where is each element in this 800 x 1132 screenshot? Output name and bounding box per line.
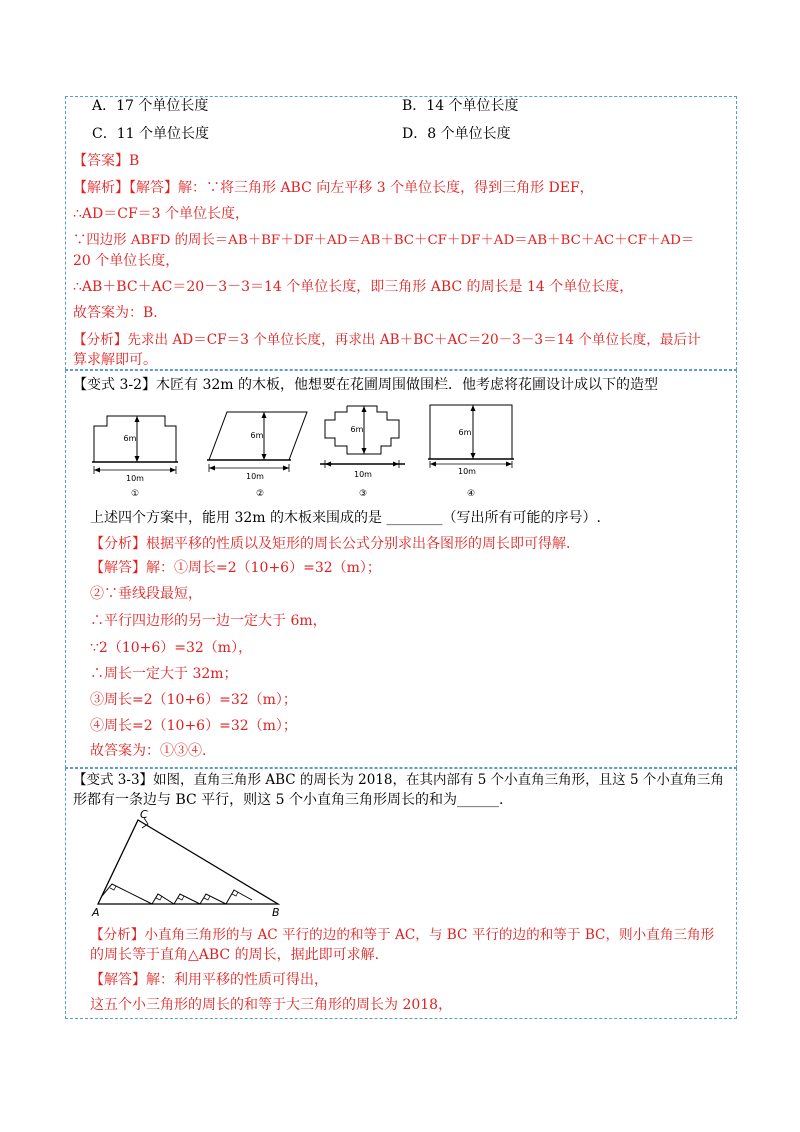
solution-3-2-line-5: ∵2（10+6）=32（m）， [90,640,253,656]
solution-3-3-line-2: 这五个小三角形的周长的和等于大三角形的周长为 2018， [90,997,453,1013]
analysis-line-7: 【分析】先求出 AD＝CF＝3 个单位长度，再求出 AB＋BC＋AC＝20－3－3＝14 个单位长度，最后计 [73,332,701,348]
fig1-width-label: 10m [126,474,144,483]
option-c: C．11 个单位长度 [92,126,209,142]
fig4-height-label: 6m [458,428,472,437]
fig1-height-label: 6m [123,434,137,443]
vertex-label-c: C [140,808,148,821]
option-b: B．14 个单位长度 [402,98,519,114]
analysis-3-3-line-2: 的周长等于直角△ABC 的周长，据此即可求解. [90,947,380,963]
figure-3 [315,400,415,500]
solution-3-2-line-6: ∴周长一定大于 32m； [90,666,238,682]
analysis-line-3: ∵四边形 ABFD 的周长＝AB＋BF＋DF＋AD＝AB＋BC＋CF＋DF＋AD＝AB＋BC＋AC＋CF＋AD＝ [73,233,695,248]
solution-3-2-line-3: ②∵垂线段最短， [90,586,202,602]
analysis-line-5: ∴AB＋BC＋AC＝20－3－3＝14 个单位长度，即三角形 ABC 的周长是 14 个单位长度， [73,279,634,295]
figure-2 [203,400,313,500]
analysis-line-2: ∴AD＝CF＝3 个单位长度， [73,206,250,222]
analysis-line-6: 故答案为：B. [73,305,158,321]
option-d: D．8 个单位长度 [402,126,511,142]
fig2-height-label: 6m [250,431,264,440]
answer-text: 【答案】B [73,153,140,169]
fig2-width-label: 10m [246,472,264,481]
solution-3-3-line-1: 【解答】解：利用平移的性质可得出， [90,972,328,988]
variant-3-3-question-line-1: 【变式 3-3】如图，直角三角形 ABC 的周长为 2018，在其内部有 5 个小直角三角形，且这 5 个小直角三角 [73,772,724,788]
fig3-number: ③ [358,489,368,499]
right-triangle-figure [88,808,288,920]
analysis-line-4: 20 个单位长度， [73,253,180,269]
solution-3-2-line-4: ∴平行四边形的另一边一定大于 6m， [90,613,327,629]
vertex-label-a: A [92,906,100,919]
fig3-height-label: 6m [350,425,364,434]
fig1-number: ① [130,489,140,499]
fig4-width-label: 10m [458,467,476,476]
solution-3-2-line-9: 故答案为：①③④. [90,743,207,759]
analysis-3-3-line-1: 【分析】小直角三角形的与 AC 平行的边的和等于 AC，与 BC 平行的边的和等于 BC，则小直角三角形 [90,927,715,943]
fig3-width-label: 10m [354,470,372,479]
analysis-line-8: 算求解即可。 [73,352,157,368]
solution-3-2-line-7: ③周长=2（10+6）=32（m）； [90,692,297,708]
vertex-label-b: B [272,906,280,919]
fig2-number: ② [255,489,265,499]
solution-3-2-line-8: ④周长=2（10+6）=32（m）； [90,718,297,734]
option-a: A．17 个单位长度 [92,98,209,114]
analysis-line-1: 【解析】【解答】解：∵将三角形 ABC 向左平移 3 个单位长度，得到三角形 DEF， [73,180,594,196]
variant-3-3-question-line-2: 形都有一条边与 BC 平行，则这 5 个小直角三角形周长的和为______. [73,792,504,808]
solution-3-2-line-1: 【分析】根据平移的性质以及矩形的周长公式分别求出各图形的周长即可得解. [90,536,571,552]
figure-4 [425,400,525,500]
figure-1 [90,400,190,500]
variant-3-2-prompt: 上述四个方案中，能用 32m 的木板来围成的是 ________（写出所有可能的序号）. [90,510,601,526]
variant-3-2-question: 【变式 3-2】木匠有 32m 的木板，他想要在花圃周围做围栏．他考虑将花圃设计成以下的造型 [73,377,658,393]
fig4-number: ④ [466,489,476,499]
solution-3-2-line-2: 【解答】解：①周长=2（10+6）=32（m）； [90,560,381,576]
